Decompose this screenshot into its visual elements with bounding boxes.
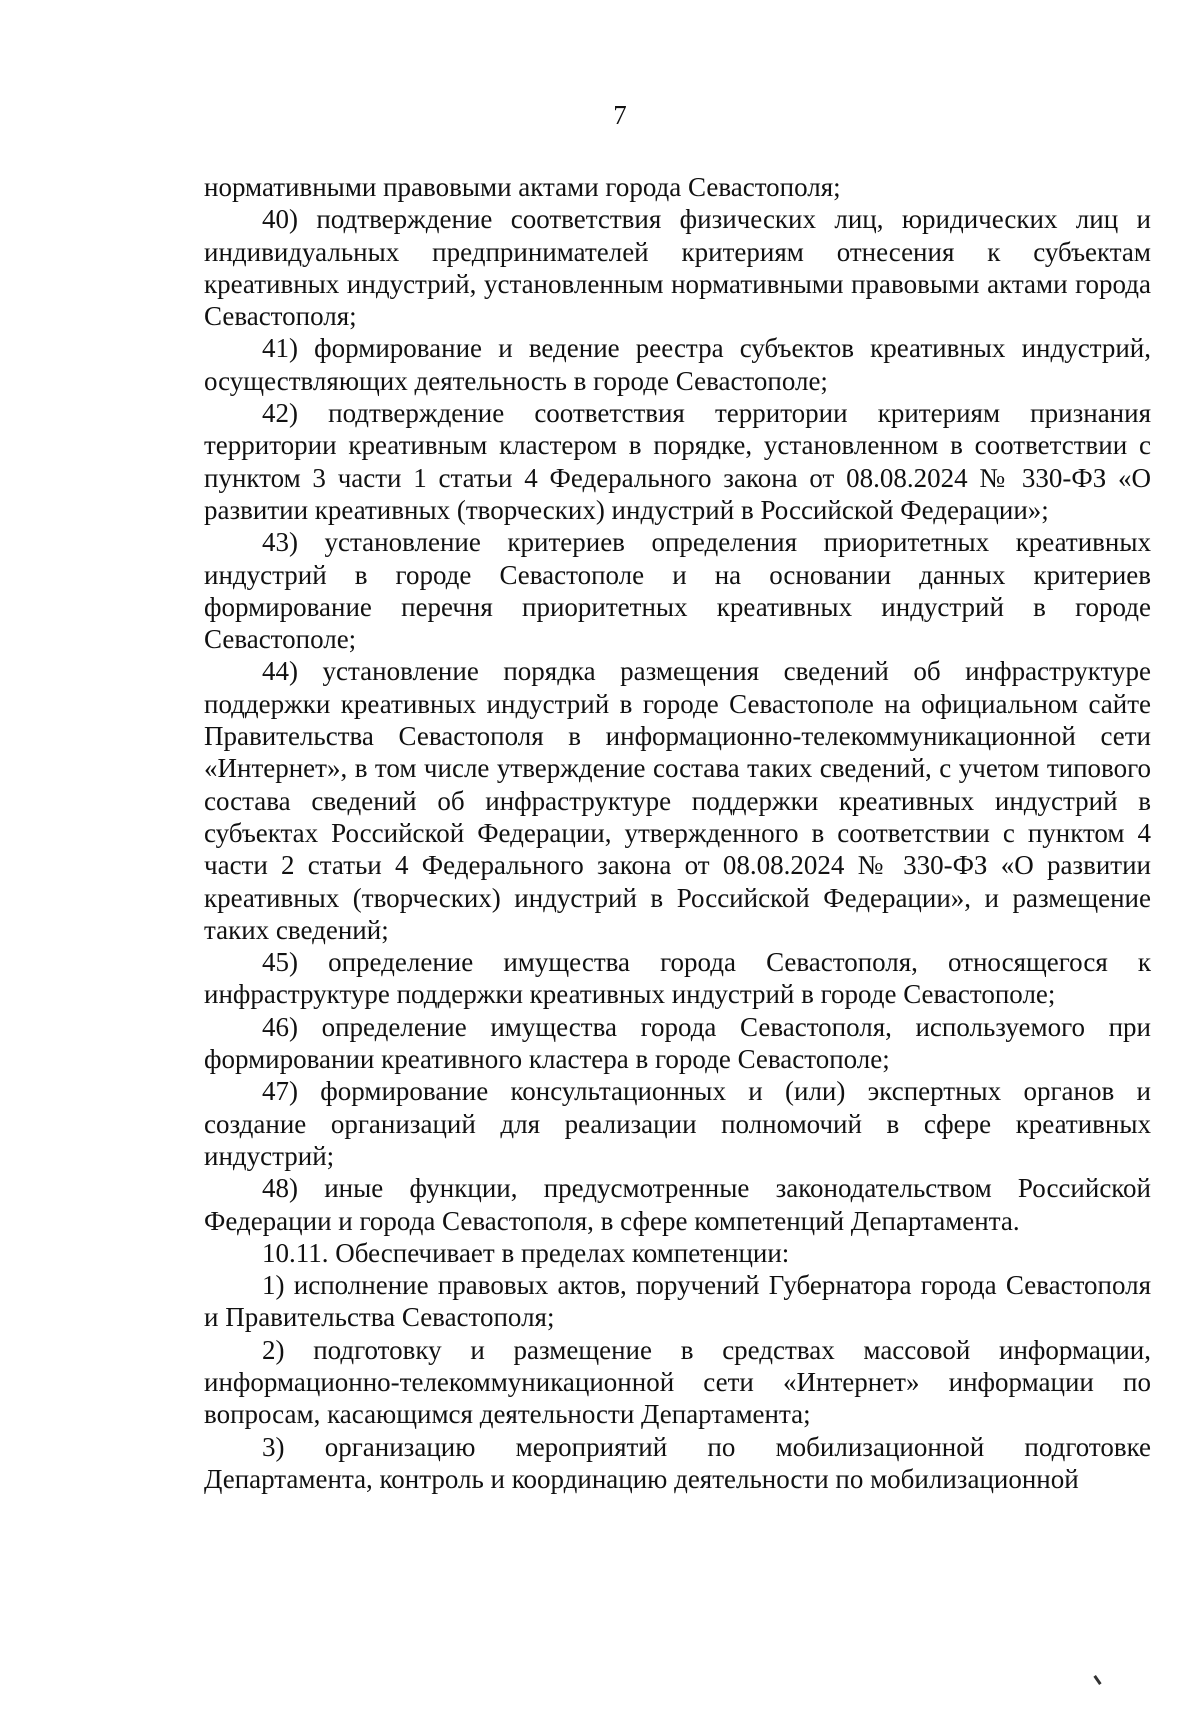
paragraph-item-48: 48) иные функции, предусмотренные законодательством Российской Федерации и города Севастополя, в сфере компетенций Департамента. (204, 1173, 1151, 1236)
paragraph-item-46: 46) определение имущества города Севастополя, используемого при формировании креативного кластера в городе Севастополе; (204, 1011, 1151, 1075)
paragraph-subitem-3: 3) организацию мероприятий по мобилизационной подготовке Департамента, контроль и координацию деятельности по мобилизационной (204, 1431, 1151, 1494)
paragraph-section-10-11: 10.11. Обеспечивает в пределах компетенции: (262, 1237, 790, 1268)
scan-artifact-mark (1093, 1675, 1101, 1685)
document-body (204, 171, 1151, 1495)
paragraph-item-40: 40) подтверждение соответствия физических лиц, юридических лиц и индивидуальных предпринимателей критериям отнесения к субъектам креативных индустрий, установленным нормативными правовыми актами города Севастополя; (204, 204, 1151, 332)
paragraph-item-42: 42) подтверждение соответствия территории критериям признания территории креативным кластером в порядке, установленном в соответствии с пунктом 3 части 1 статьи 4 Федерального закона от 08.08.2024 № 330-ФЗ «О развитии креативных (творческих) индустрий в Российской Федерации»; (204, 398, 1151, 525)
page-number: 7 (613, 100, 627, 130)
paragraph-item-45: 45) определение имущества города Севастополя, относящегося к инфраструктуре поддержки креативных индустрий в городе Севастополе; (204, 947, 1151, 1010)
paragraph-item-44: 44) установление порядка размещения сведений об инфраструктуре поддержки креативных индустрий в городе Севастополе на официальном сайте Правительства Севастополя в информационно-телекоммуникационной сети «Интернет», в том числе утверждение состава таких сведений, с учетом типового состава сведений об инфраструктуре поддержки креативных индустрий в субъектах Российской Федерации, утвержденного в соответствии с пунктом 4 части 2 статьи 4 Федерального закона от 08.08.2024 № 330-ФЗ «О развитии креативных (творческих) индустрий в Российской Федерации», и размещение таких сведений; (204, 656, 1151, 945)
paragraph-item-47: 47) формирование консультационных и (или) экспертных органов и создание организаций для реализации полномочий в сфере креативных индустрий; (204, 1076, 1151, 1171)
paragraph-continuation: нормативными правовыми актами города Севастополя; (204, 172, 841, 202)
paragraph-item-43: 43) установление критериев определения приоритетных креативных индустрий в городе Севастополе и на основании данных критериев формирование перечня приоритетных креативных индустрий в городе Севастополе; (204, 527, 1151, 655)
paragraph-subitem-1: 1) исполнение правовых актов, поручений Губернатора города Севастополя и Правительства Севастополя; (204, 1270, 1151, 1333)
paragraph-item-41: 41) формирование и ведение реестра субъектов креативных индустрий, осуществляющих деятельность в городе Севастополе; (204, 333, 1151, 396)
paragraph-subitem-2: 2) подготовку и размещение в средствах массовой информации, информационно-телекоммуникационной сети «Интернет» информации по вопросам, касающимся деятельности Департамента; (204, 1334, 1151, 1430)
